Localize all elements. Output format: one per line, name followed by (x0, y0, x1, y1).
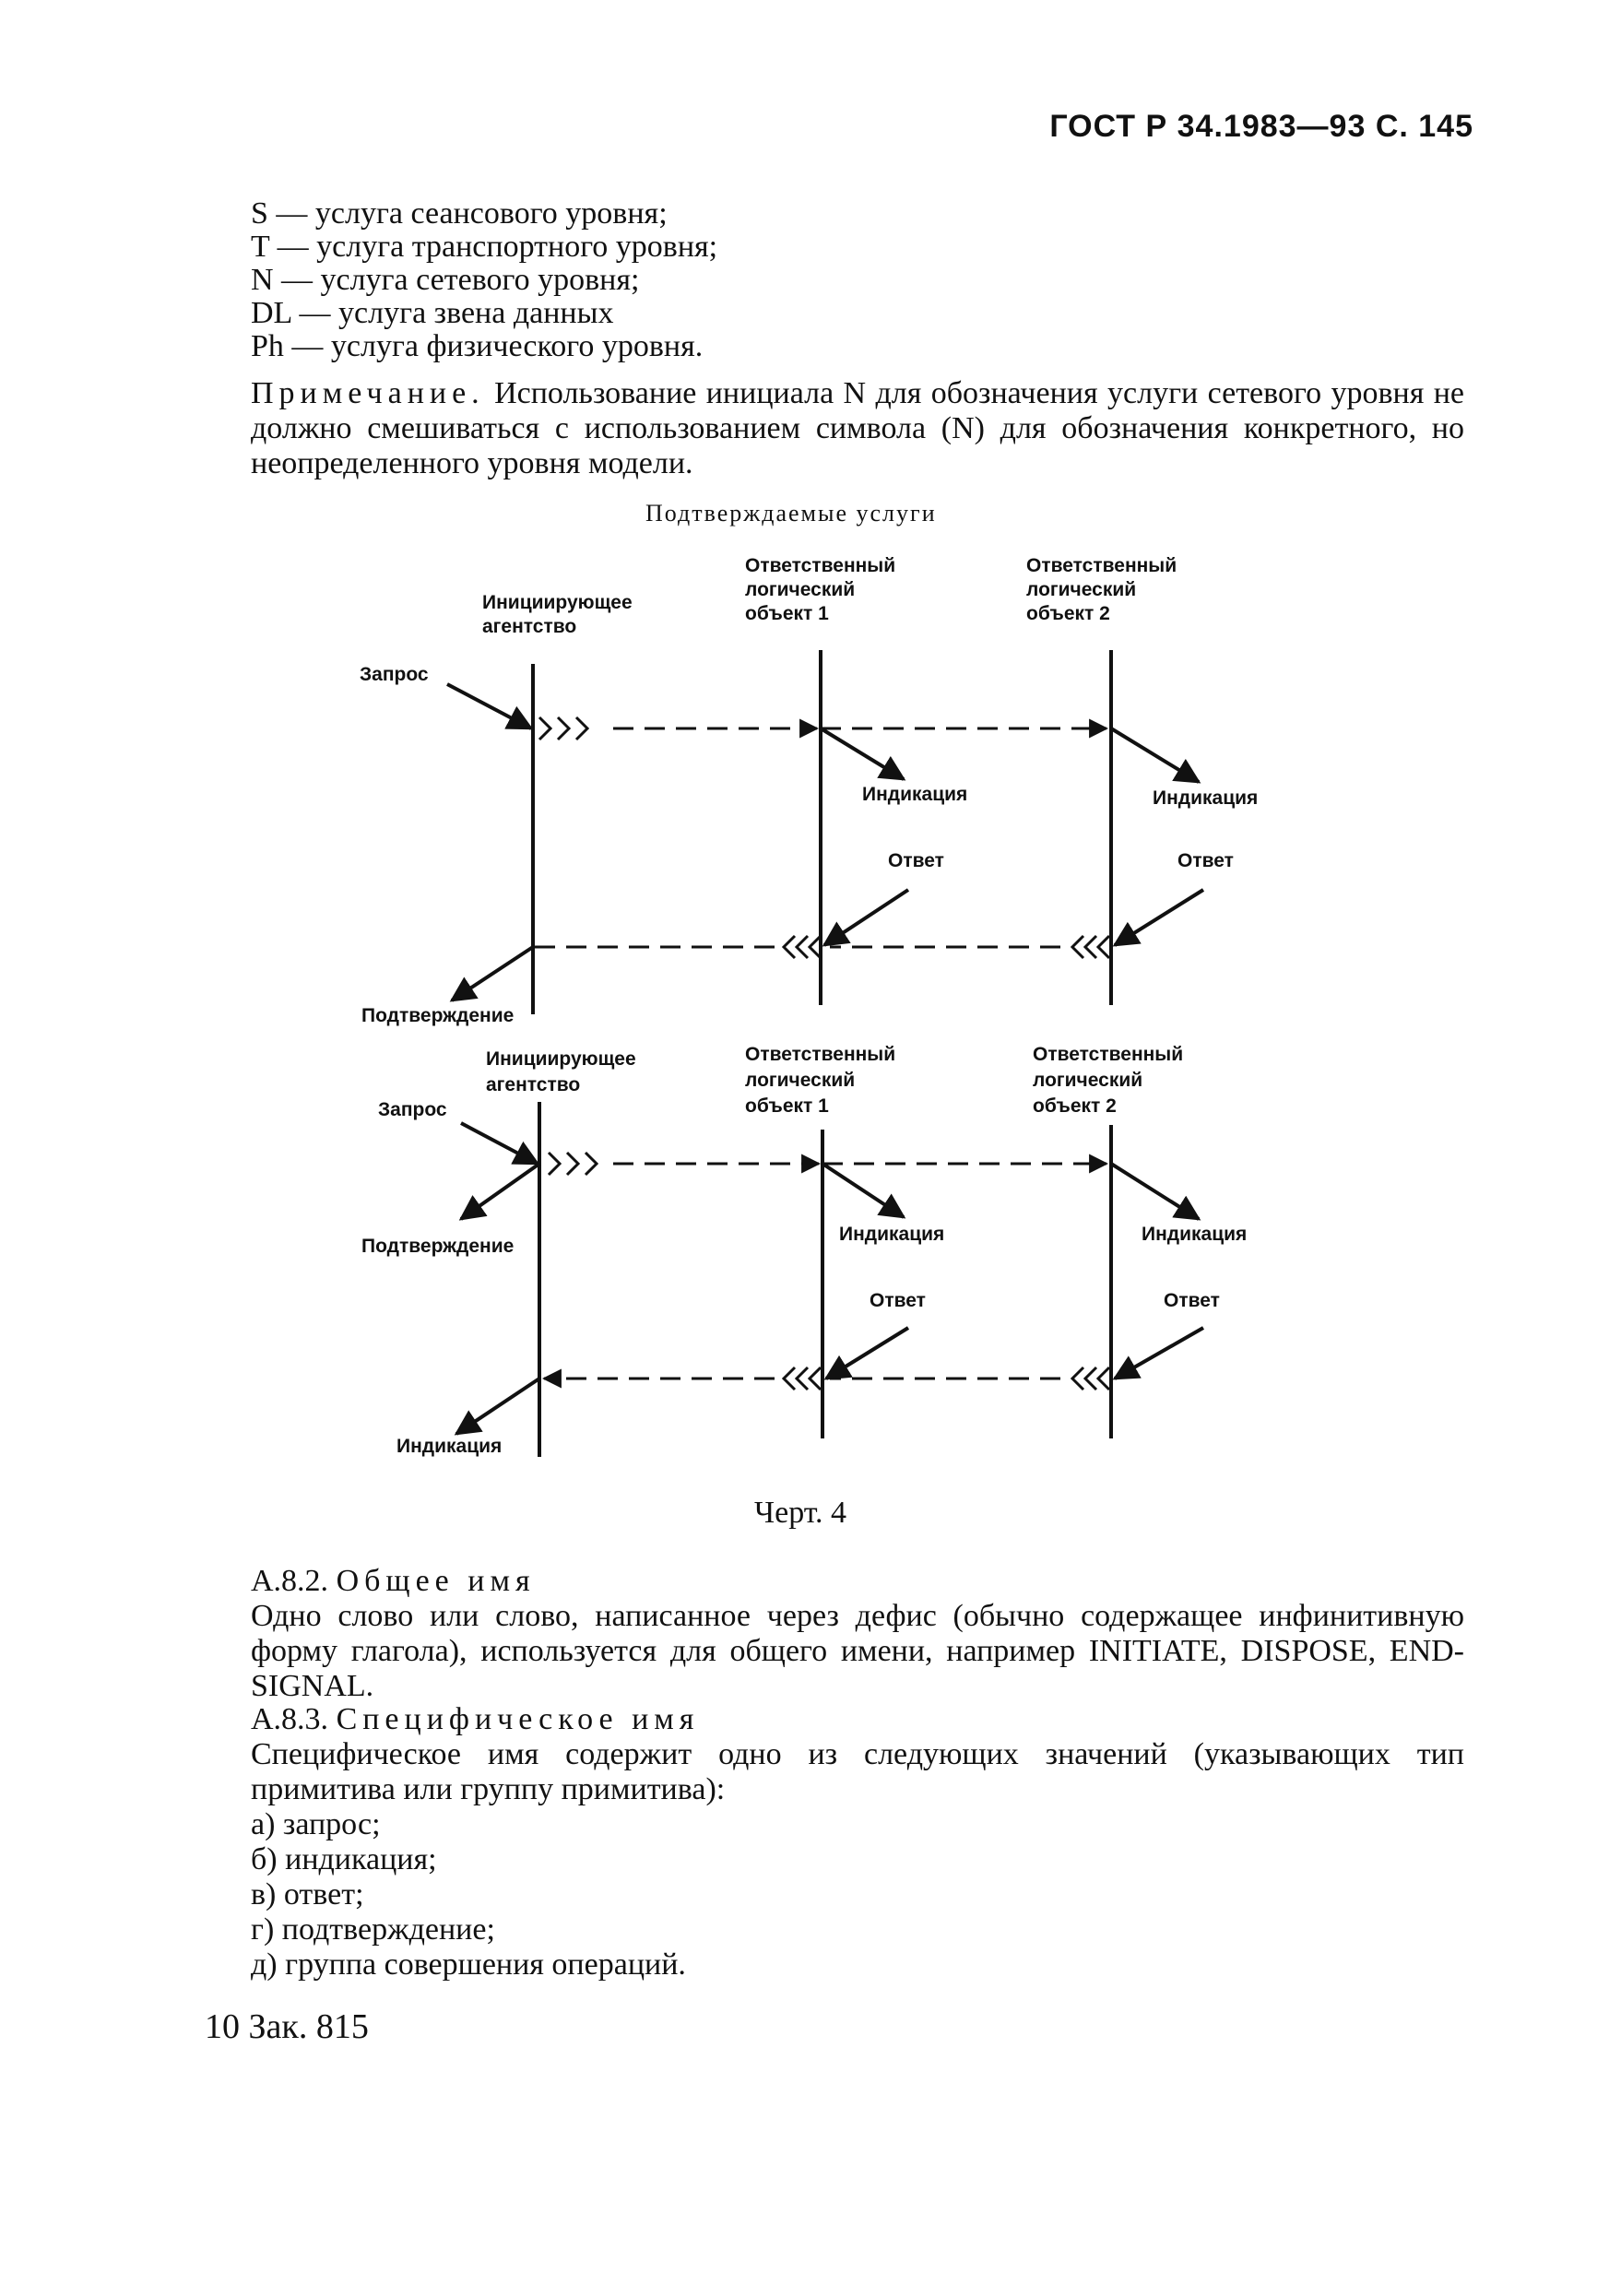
initiator-label: Инициирующее (482, 592, 633, 613)
list-item: б) индикация; (251, 1842, 437, 1876)
list-item: в) ответ; (251, 1877, 364, 1911)
response-label: Ответ (888, 850, 944, 871)
response-label: Ответ (870, 1290, 926, 1311)
request-arrow (447, 684, 531, 728)
section-number: А.8.3. (251, 1702, 329, 1736)
indication-arrow (822, 1164, 904, 1217)
indication-label: Индикация (396, 1436, 503, 1457)
responder1-label: объект 1 (745, 603, 829, 624)
response-arrow (826, 1328, 908, 1379)
initiator-label: Инициирующее (486, 1048, 636, 1070)
section-a82-text: Одно слово или слово, написанное через дефис (обычно содержащее инфинитивную форму глагола), используется для общего имени, например INITIATE, DISPOSE, END-SIGNAL. (251, 1599, 1464, 1703)
forward-chevrons (539, 717, 587, 740)
confirmation-label: Подтверждение (361, 1236, 515, 1257)
backward-chevrons (1072, 936, 1109, 958)
indication-label: Индикация (839, 1224, 945, 1245)
response-arrow (1115, 890, 1203, 945)
section-title: Общее имя (336, 1564, 536, 1598)
responder1-label: Ответственный (745, 1044, 896, 1065)
abbreviation-item: T — услуга транспортного уровня; (251, 230, 718, 264)
responder2-label: логический (1033, 1070, 1143, 1091)
confirmation-label: Подтверждение (361, 1005, 515, 1026)
response-label: Ответ (1177, 850, 1234, 871)
section-title: Специфическое имя (336, 1702, 700, 1736)
confirmation-arrow (461, 1164, 539, 1219)
page-header: ГОСТ Р 34.1983—93 С. 145 (1049, 109, 1473, 144)
indication-label: Индикация (862, 784, 968, 805)
responder1-label: логический (745, 1070, 856, 1091)
indication-arrow (456, 1379, 539, 1434)
forward-chevrons (549, 1153, 597, 1175)
list-item: г) подтверждение; (251, 1912, 495, 1947)
note-label: Примечание. (251, 376, 485, 410)
indication-arrow (1111, 728, 1199, 782)
response-arrow (1115, 1328, 1203, 1379)
section-a83-heading (251, 1702, 699, 1737)
indication-arrow (821, 728, 904, 779)
indication-label: Индикация (1153, 787, 1259, 809)
responder1-label: Ответственный (745, 555, 896, 576)
abbreviation-item: Ph — услуга физического уровня. (251, 329, 704, 363)
list-item: а) запрос; (251, 1807, 381, 1841)
responder2-label: объект 2 (1033, 1095, 1117, 1117)
initiator-label: агентство (486, 1074, 581, 1095)
backward-chevrons (784, 1367, 821, 1390)
abbreviation-item: DL — услуга звена данных (251, 296, 614, 330)
request-label: Запрос (378, 1099, 447, 1120)
abbreviation-item: N — услуга сетевого уровня; (251, 263, 640, 297)
response-label: Ответ (1164, 1290, 1220, 1311)
section-number: А.8.2. (251, 1564, 329, 1598)
responder2-label: объект 2 (1026, 603, 1110, 624)
indication-arrow (1111, 1164, 1199, 1219)
list-item: д) группа совершения операций. (251, 1947, 686, 1982)
backward-chevrons (1072, 1367, 1109, 1390)
responder2-label: логический (1026, 579, 1137, 600)
note-text: Использование инициала N для обозначения услуги сетевого уровня не должно смешиваться с использованием символа (N) для обозначения конкретного, но неопределенного уровня модели. (251, 376, 1465, 480)
section-a82-heading (251, 1564, 536, 1599)
response-arrow (824, 890, 908, 945)
figure-label: Черт. 4 (754, 1496, 847, 1530)
responder2-label: Ответственный (1033, 1044, 1184, 1065)
request-label: Запрос (360, 664, 429, 685)
responder1-label: логический (745, 579, 856, 600)
responder2-label: Ответственный (1026, 555, 1177, 576)
request-arrow (461, 1123, 538, 1164)
figure-caption: Подтверждаемые услуги (645, 500, 937, 527)
initiator-label: агентство (482, 616, 577, 637)
backward-chevrons (784, 936, 821, 958)
page-footer: 10 Зак. 815 (205, 2007, 369, 2046)
responder1-label: объект 1 (745, 1095, 829, 1117)
section-a83-text: Специфическое имя содержит одно из следующих значений (указывающих тип примитива или группу примитива): (251, 1737, 1464, 1806)
confirmation-arrow (452, 947, 533, 1000)
indication-label: Индикация (1142, 1224, 1248, 1245)
abbreviation-item: S — услуга сеансового уровня; (251, 196, 668, 231)
